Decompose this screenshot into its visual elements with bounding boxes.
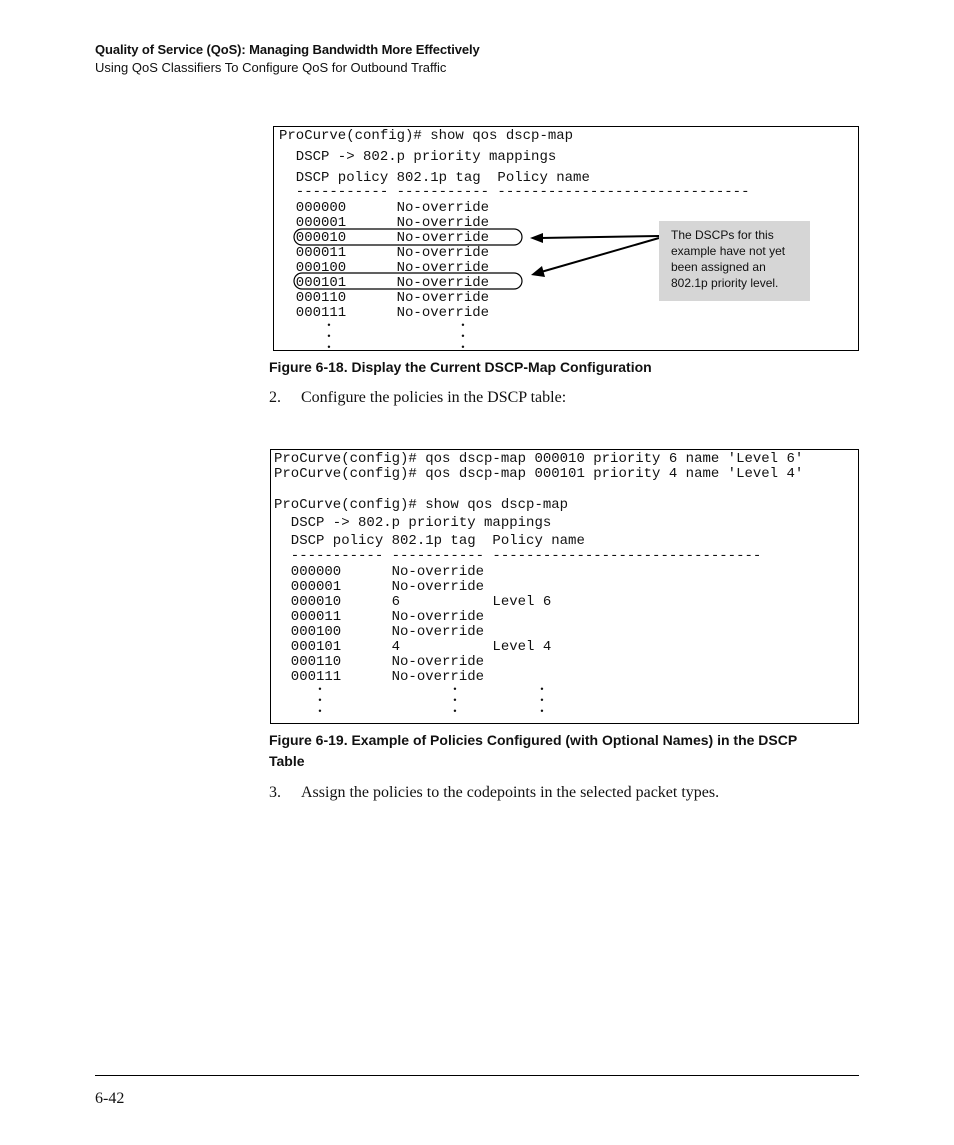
terminal-line: 000110 No-override xyxy=(279,290,490,306)
figure-18-annotations xyxy=(0,0,954,400)
step-number: 2. xyxy=(269,389,281,406)
terminal-line: 000100 No-override xyxy=(274,624,485,640)
terminal-line: 000100 No-override xyxy=(279,260,490,276)
arrow-line xyxy=(540,236,659,238)
step-3 xyxy=(269,784,719,802)
terminal-line: 000111 No-override xyxy=(279,305,490,321)
terminal-line: 000111 No-override xyxy=(274,669,485,685)
terminal-line: DSCP -> 802.p priority mappings xyxy=(279,149,557,165)
terminal-line: 000000 No-override xyxy=(279,200,490,216)
arrowhead xyxy=(531,266,545,277)
terminal-line: 000010 No-override xyxy=(279,230,490,246)
continuation-dots: • • • xyxy=(452,685,458,717)
continuation-dots: • • • xyxy=(317,685,323,717)
running-header-subtitle: Using QoS Classifiers To Configure QoS for Outbound Traffic xyxy=(95,60,447,75)
highlight-oval xyxy=(294,229,522,245)
step-number: 3. xyxy=(269,784,281,801)
figure-19-caption-line: Figure 6-19. Example of Policies Configured (with Optional Names) in the DSCP xyxy=(269,732,798,748)
footer-rule xyxy=(95,1075,859,1076)
step-2 xyxy=(269,389,566,407)
terminal-line: ----------- ----------- -------------------------------- xyxy=(274,548,762,564)
terminal-line: 000011 No-override xyxy=(279,245,490,261)
terminal-line: DSCP policy 802.1p tag Policy name xyxy=(274,533,585,549)
continuation-dots: • • • xyxy=(326,321,332,353)
figure-19-caption-line: Table xyxy=(269,753,305,769)
running-header-title: Quality of Service (QoS): Managing Bandwidth More Effectively xyxy=(95,42,480,57)
terminal-line: DSCP -> 802.p priority mappings xyxy=(274,515,552,531)
terminal-line: 000001 No-override xyxy=(279,215,490,231)
terminal-line: ProCurve(config)# show qos dscp-map xyxy=(274,497,569,513)
arrowhead xyxy=(530,233,543,243)
arrow-line xyxy=(541,238,659,272)
terminal-line: 000110 No-override xyxy=(274,654,485,670)
terminal-line: ----------- ----------- ------------------------------ xyxy=(279,184,750,200)
step-text: Assign the policies to the codepoints in the selected packet types. xyxy=(301,784,720,801)
callout-note: The DSCPs for this example have not yet been assigned an 802.1p priority level. xyxy=(659,221,810,301)
terminal-line: 000000 No-override xyxy=(274,564,485,580)
terminal-line: 000101 No-override xyxy=(279,275,490,291)
terminal-line: 000010 6 Level 6 xyxy=(274,594,552,610)
continuation-dots: • • • xyxy=(460,321,466,353)
terminal-line: 000001 No-override xyxy=(274,579,485,595)
terminal-line: ProCurve(config)# qos dscp-map 000101 priority 4 name 'Level 4' xyxy=(274,466,804,482)
continuation-dots: • • • xyxy=(539,685,545,717)
highlight-oval xyxy=(294,273,522,289)
terminal-line: DSCP policy 802.1p tag Policy name xyxy=(279,170,590,186)
terminal-line: 000101 4 Level 4 xyxy=(274,639,552,655)
figure-18-caption: Figure 6-18. Display the Current DSCP-Map Configuration xyxy=(269,359,652,375)
figure-19-terminal xyxy=(270,449,859,724)
terminal-line: 000011 No-override xyxy=(274,609,485,625)
page-number: 6-42 xyxy=(95,1090,125,1107)
terminal-line: ProCurve(config)# qos dscp-map 000010 priority 6 name 'Level 6' xyxy=(274,451,804,467)
step-text: Configure the policies in the DSCP table: xyxy=(301,389,567,406)
figure-19-caption xyxy=(269,730,797,772)
terminal-line: ProCurve(config)# show qos dscp-map xyxy=(279,128,574,144)
